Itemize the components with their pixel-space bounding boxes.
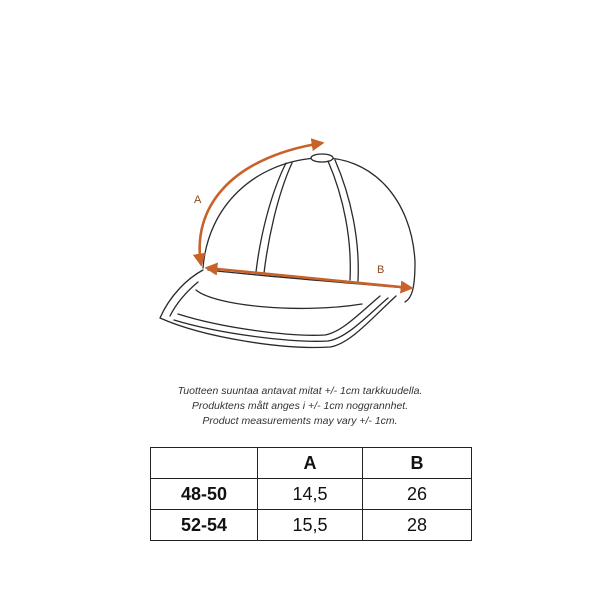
note-swedish: Produktens mått anges i +/- 1cm noggrannhet. [191,400,409,412]
value-b-cell: 28 [363,510,472,541]
header-cell-a: A [258,448,363,479]
cap-visor [160,270,396,347]
size-cell: 52-54 [151,510,258,541]
size-table [150,447,472,541]
cap-side-seam [328,161,350,280]
note-english: Product measurements may vary +/- 1cm. [202,415,398,427]
value-a-cell: 15,5 [258,510,363,541]
value-b-cell: 26 [363,479,472,510]
note-finnish: Tuotteen suuntaa antavat mitat +/- 1cm tarkkuudella. [177,385,423,397]
cap-top-button [311,154,333,162]
measurement-note [0,384,600,429]
table-header-row [151,448,472,479]
table-row [151,479,472,510]
table-row [151,510,472,541]
cap-crown-outline [203,158,415,302]
header-cell-empty [151,448,258,479]
cap-front-seam [256,163,286,272]
value-a-cell: 14,5 [258,479,363,510]
dimension-b-label: B [377,264,385,276]
header-cell-b: B [363,448,472,479]
dimension-a-arrow [200,143,322,264]
dimension-a-label: A [194,194,202,206]
size-cell: 48-50 [151,479,258,510]
